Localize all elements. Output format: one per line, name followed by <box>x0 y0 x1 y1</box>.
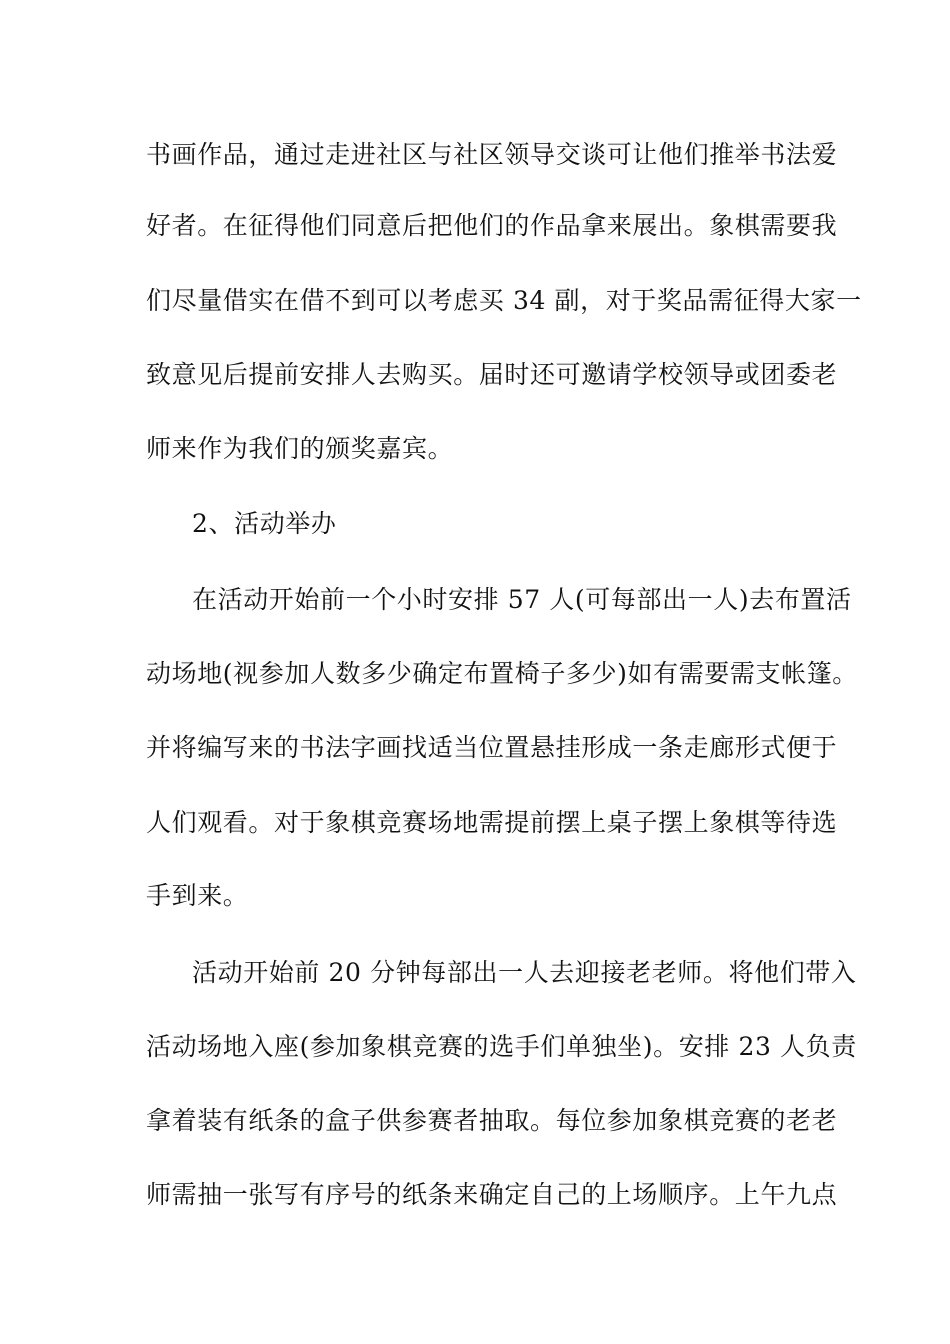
text-line: 好者。在征得他们同意后把他们的作品拿来展出。象棋需要我 <box>146 211 838 240</box>
text-line: 师来作为我们的颁奖嘉宾。 <box>146 434 454 463</box>
text-line: 人们观看。对于象棋竞赛场地需提前摆上桌子摆上象棋等待选 <box>146 808 838 837</box>
text-line: 动场地(视参加人数多少确定布置椅子多少)如有需要需支帐篷。 <box>146 659 858 688</box>
text-line: 手到来。 <box>146 881 249 910</box>
text-line: 致意见后提前安排人去购买。届时还可邀请学校领导或团委老 <box>146 360 838 389</box>
text-line: 们尽量借实在借不到可以考虑买 34 副，对于奖品需征得大家一 <box>146 286 862 315</box>
text-line: 在活动开始前一个小时安排 57 人(可每部出一人)去布置活 <box>192 585 852 614</box>
text-line: 拿着装有纸条的盒子供参赛者抽取。每位参加象棋竞赛的老老 <box>146 1106 838 1135</box>
section-heading: 2、活动举办 <box>192 509 337 538</box>
text-line: 活动开始前 20 分钟每部出一人去迎接老老师。将他们带入 <box>192 958 857 987</box>
text-line: 活动场地入座(参加象棋竞赛的选手们单独坐)。安排 23 人负责 <box>146 1032 857 1061</box>
text-line: 师需抽一张写有序号的纸条来确定自己的上场顺序。上午九点 <box>146 1180 838 1209</box>
text-line: 并将编写来的书法字画找适当位置悬挂形成一条走廊形式便于 <box>146 733 838 762</box>
text-line: 书画作品，通过走进社区与社区领导交谈可让他们推举书法爱 <box>146 140 838 169</box>
